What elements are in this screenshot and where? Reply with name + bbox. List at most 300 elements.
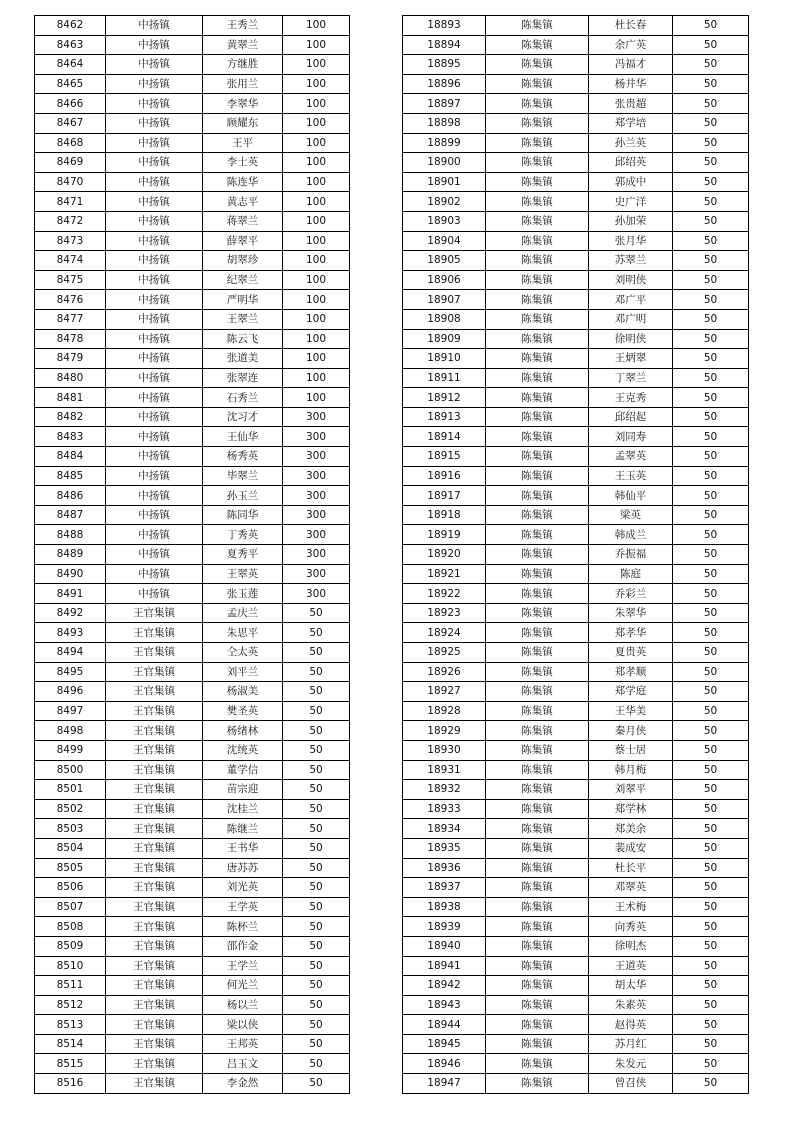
town-cell: 王官集镇 — [106, 643, 203, 663]
number-cell: 18915 — [403, 447, 486, 467]
town-cell: 陈集镇 — [486, 113, 589, 133]
town-cell: 陈集镇 — [486, 16, 589, 36]
town-cell: 王官集镇 — [106, 819, 203, 839]
amount-cell: 50 — [673, 113, 749, 133]
town-cell: 王官集镇 — [106, 1015, 203, 1035]
amount-cell: 50 — [283, 976, 350, 996]
town-cell: 陈集镇 — [486, 486, 589, 506]
number-cell: 18928 — [403, 701, 486, 721]
name-cell: 苏月红 — [589, 1034, 673, 1054]
amount-cell: 50 — [673, 701, 749, 721]
amount-cell: 100 — [283, 153, 350, 173]
amount-cell: 50 — [673, 878, 749, 898]
table-row — [403, 192, 749, 212]
town-cell: 陈集镇 — [486, 564, 589, 584]
table-row — [35, 172, 350, 192]
table-row — [35, 349, 350, 369]
table-row — [403, 427, 749, 447]
town-cell: 陈集镇 — [486, 231, 589, 251]
town-cell: 中扬镇 — [106, 290, 203, 310]
name-cell: 陈庭 — [589, 564, 673, 584]
amount-cell: 100 — [283, 211, 350, 231]
town-cell: 王官集镇 — [106, 858, 203, 878]
amount-cell: 50 — [283, 760, 350, 780]
name-cell: 邓广明 — [589, 309, 673, 329]
table-row — [403, 682, 749, 702]
amount-cell: 100 — [283, 192, 350, 212]
amount-cell: 50 — [673, 956, 749, 976]
amount-cell: 50 — [673, 505, 749, 525]
table-row — [35, 623, 350, 643]
number-cell: 18900 — [403, 153, 486, 173]
table-row — [35, 35, 350, 55]
number-cell: 18942 — [403, 976, 486, 996]
table-row — [35, 897, 350, 917]
number-cell: 8476 — [35, 290, 106, 310]
amount-cell: 100 — [283, 270, 350, 290]
amount-cell: 50 — [673, 486, 749, 506]
table-row — [403, 1074, 749, 1094]
name-cell: 郑美余 — [589, 819, 673, 839]
amount-cell: 50 — [283, 780, 350, 800]
table-row — [35, 878, 350, 898]
table-row — [35, 682, 350, 702]
number-cell: 18896 — [403, 74, 486, 94]
right-table — [402, 15, 749, 1094]
name-cell: 黄志平 — [203, 192, 283, 212]
amount-cell: 50 — [283, 995, 350, 1015]
table-row — [35, 309, 350, 329]
name-cell: 唐苏苏 — [203, 858, 283, 878]
table-row — [35, 740, 350, 760]
amount-cell: 50 — [673, 1034, 749, 1054]
table-row — [35, 427, 350, 447]
table-row — [35, 917, 350, 937]
amount-cell: 50 — [283, 936, 350, 956]
name-cell: 王邦英 — [203, 1034, 283, 1054]
number-cell: 8491 — [35, 584, 106, 604]
name-cell: 王术梅 — [589, 897, 673, 917]
name-cell: 史广洋 — [589, 192, 673, 212]
town-cell: 王官集镇 — [106, 838, 203, 858]
name-cell: 张贵超 — [589, 94, 673, 114]
number-cell: 18912 — [403, 388, 486, 408]
table-row — [403, 936, 749, 956]
amount-cell: 50 — [673, 662, 749, 682]
number-cell: 18909 — [403, 329, 486, 349]
town-cell: 中扬镇 — [106, 349, 203, 369]
table-row — [35, 525, 350, 545]
town-cell: 陈集镇 — [486, 976, 589, 996]
town-cell: 陈集镇 — [486, 525, 589, 545]
table-row — [35, 192, 350, 212]
amount-cell: 50 — [673, 231, 749, 251]
amount-cell: 50 — [673, 721, 749, 741]
table-row — [35, 251, 350, 271]
amount-cell: 50 — [283, 838, 350, 858]
town-cell: 中扬镇 — [106, 211, 203, 231]
number-cell: 18907 — [403, 290, 486, 310]
amount-cell: 50 — [283, 643, 350, 663]
table-row — [35, 976, 350, 996]
name-cell: 秦月侠 — [589, 721, 673, 741]
number-cell: 18905 — [403, 251, 486, 271]
name-cell: 杨淑美 — [203, 682, 283, 702]
name-cell: 石秀兰 — [203, 388, 283, 408]
table-row — [35, 956, 350, 976]
amount-cell: 50 — [283, 1034, 350, 1054]
name-cell: 邓翠英 — [589, 878, 673, 898]
table-row — [403, 838, 749, 858]
name-cell: 王秀兰 — [203, 16, 283, 36]
amount-cell: 50 — [673, 780, 749, 800]
town-cell: 陈集镇 — [486, 917, 589, 937]
number-cell: 18894 — [403, 35, 486, 55]
amount-cell: 50 — [673, 525, 749, 545]
name-cell: 何光兰 — [203, 976, 283, 996]
left-table — [34, 15, 350, 1094]
name-cell: 刘翠平 — [589, 780, 673, 800]
amount-cell: 50 — [673, 309, 749, 329]
amount-cell: 100 — [283, 349, 350, 369]
town-cell: 王官集镇 — [106, 897, 203, 917]
table-row — [35, 838, 350, 858]
town-cell: 陈集镇 — [486, 721, 589, 741]
town-cell: 陈集镇 — [486, 74, 589, 94]
number-cell: 18925 — [403, 643, 486, 663]
table-row — [35, 721, 350, 741]
table-row — [403, 799, 749, 819]
number-cell: 18903 — [403, 211, 486, 231]
town-cell: 陈集镇 — [486, 329, 589, 349]
amount-cell: 50 — [283, 603, 350, 623]
amount-cell: 50 — [673, 35, 749, 55]
number-cell: 18922 — [403, 584, 486, 604]
name-cell: 沈习才 — [203, 407, 283, 427]
amount-cell: 100 — [283, 113, 350, 133]
amount-cell: 50 — [673, 1015, 749, 1035]
table-row — [403, 505, 749, 525]
amount-cell: 100 — [283, 172, 350, 192]
table-row — [403, 564, 749, 584]
number-cell: 8488 — [35, 525, 106, 545]
number-cell: 8494 — [35, 643, 106, 663]
table-row — [403, 995, 749, 1015]
amount-cell: 50 — [283, 819, 350, 839]
town-cell: 中扬镇 — [106, 172, 203, 192]
name-cell: 樊圣英 — [203, 701, 283, 721]
name-cell: 夏贵英 — [589, 643, 673, 663]
table-row — [403, 1054, 749, 1074]
name-cell: 刘明侠 — [589, 270, 673, 290]
number-cell: 18934 — [403, 819, 486, 839]
town-cell: 陈集镇 — [486, 897, 589, 917]
amount-cell: 50 — [673, 211, 749, 231]
name-cell: 邱绍起 — [589, 407, 673, 427]
town-cell: 中扬镇 — [106, 270, 203, 290]
amount-cell: 50 — [673, 407, 749, 427]
table-row — [35, 388, 350, 408]
town-cell: 陈集镇 — [486, 192, 589, 212]
name-cell: 严明华 — [203, 290, 283, 310]
table-row — [403, 153, 749, 173]
town-cell: 陈集镇 — [486, 349, 589, 369]
town-cell: 陈集镇 — [486, 251, 589, 271]
number-cell: 8486 — [35, 486, 106, 506]
number-cell: 18901 — [403, 172, 486, 192]
name-cell: 蒋翠兰 — [203, 211, 283, 231]
town-cell: 陈集镇 — [486, 55, 589, 75]
name-cell: 郭成中 — [589, 172, 673, 192]
name-cell: 陈杯兰 — [203, 917, 283, 937]
table-row — [35, 329, 350, 349]
table-row — [35, 153, 350, 173]
name-cell: 韩成兰 — [589, 525, 673, 545]
name-cell: 苏翠兰 — [589, 251, 673, 271]
number-cell: 18906 — [403, 270, 486, 290]
name-cell: 陈继兰 — [203, 819, 283, 839]
amount-cell: 50 — [673, 74, 749, 94]
name-cell: 黄翠兰 — [203, 35, 283, 55]
name-cell: 刘同寿 — [589, 427, 673, 447]
table-row — [403, 309, 749, 329]
town-cell: 中扬镇 — [106, 35, 203, 55]
number-cell: 18946 — [403, 1054, 486, 1074]
name-cell: 胡翠珍 — [203, 251, 283, 271]
number-cell: 18910 — [403, 349, 486, 369]
table-row — [403, 466, 749, 486]
town-cell: 陈集镇 — [486, 153, 589, 173]
town-cell: 陈集镇 — [486, 270, 589, 290]
amount-cell: 50 — [673, 388, 749, 408]
name-cell: 孙兰英 — [589, 133, 673, 153]
amount-cell: 300 — [283, 486, 350, 506]
amount-cell: 50 — [283, 897, 350, 917]
name-cell: 丁秀英 — [203, 525, 283, 545]
table-row — [403, 94, 749, 114]
name-cell: 孟庆兰 — [203, 603, 283, 623]
town-cell: 中扬镇 — [106, 133, 203, 153]
town-cell: 陈集镇 — [486, 505, 589, 525]
town-cell: 陈集镇 — [486, 819, 589, 839]
table-row — [403, 701, 749, 721]
town-cell: 王官集镇 — [106, 878, 203, 898]
name-cell: 沈桂兰 — [203, 799, 283, 819]
name-cell: 朱思平 — [203, 623, 283, 643]
town-cell: 陈集镇 — [486, 936, 589, 956]
number-cell: 8471 — [35, 192, 106, 212]
amount-cell: 50 — [283, 956, 350, 976]
name-cell: 余广英 — [589, 35, 673, 55]
number-cell: 18913 — [403, 407, 486, 427]
amount-cell: 50 — [673, 1054, 749, 1074]
town-cell: 中扬镇 — [106, 368, 203, 388]
number-cell: 8480 — [35, 368, 106, 388]
name-cell: 孙加荣 — [589, 211, 673, 231]
table-row — [35, 1015, 350, 1035]
name-cell: 吕玉文 — [203, 1054, 283, 1074]
name-cell: 张翠连 — [203, 368, 283, 388]
town-cell: 陈集镇 — [486, 309, 589, 329]
number-cell: 8493 — [35, 623, 106, 643]
table-row — [403, 740, 749, 760]
name-cell: 杜长春 — [589, 16, 673, 36]
number-cell: 18929 — [403, 721, 486, 741]
number-cell: 8503 — [35, 819, 106, 839]
name-cell: 朱翠华 — [589, 603, 673, 623]
amount-cell: 50 — [673, 16, 749, 36]
amount-cell: 50 — [673, 55, 749, 75]
name-cell: 邓广平 — [589, 290, 673, 310]
amount-cell: 50 — [283, 701, 350, 721]
left-table-body — [35, 16, 350, 1094]
amount-cell: 100 — [283, 94, 350, 114]
amount-cell: 50 — [673, 643, 749, 663]
name-cell: 杨秀英 — [203, 447, 283, 467]
number-cell: 18931 — [403, 760, 486, 780]
number-cell: 18914 — [403, 427, 486, 447]
table-row — [35, 466, 350, 486]
table-row — [35, 701, 350, 721]
amount-cell: 50 — [673, 368, 749, 388]
number-cell: 8482 — [35, 407, 106, 427]
name-cell: 赵得英 — [589, 1015, 673, 1035]
amount-cell: 100 — [283, 231, 350, 251]
name-cell: 梁以侠 — [203, 1015, 283, 1035]
number-cell: 8507 — [35, 897, 106, 917]
name-cell: 陈云飞 — [203, 329, 283, 349]
number-cell: 8483 — [35, 427, 106, 447]
name-cell: 杨井华 — [589, 74, 673, 94]
name-cell: 乔振福 — [589, 545, 673, 565]
number-cell: 8512 — [35, 995, 106, 1015]
name-cell: 杨以兰 — [203, 995, 283, 1015]
number-cell: 8466 — [35, 94, 106, 114]
table-row — [35, 662, 350, 682]
amount-cell: 50 — [673, 427, 749, 447]
number-cell: 18933 — [403, 799, 486, 819]
number-cell: 8514 — [35, 1034, 106, 1054]
table-row — [403, 525, 749, 545]
amount-cell: 300 — [283, 525, 350, 545]
table-row — [35, 858, 350, 878]
name-cell: 苗宗迎 — [203, 780, 283, 800]
table-row — [35, 995, 350, 1015]
number-cell: 8502 — [35, 799, 106, 819]
town-cell: 陈集镇 — [486, 584, 589, 604]
name-cell: 陈同华 — [203, 505, 283, 525]
town-cell: 陈集镇 — [486, 1034, 589, 1054]
number-cell: 18945 — [403, 1034, 486, 1054]
table-row — [35, 643, 350, 663]
town-cell: 陈集镇 — [486, 682, 589, 702]
name-cell: 王平 — [203, 133, 283, 153]
town-cell: 陈集镇 — [486, 603, 589, 623]
name-cell: 李翠华 — [203, 94, 283, 114]
name-cell: 郑学庭 — [589, 682, 673, 702]
amount-cell: 50 — [283, 721, 350, 741]
number-cell: 18936 — [403, 858, 486, 878]
amount-cell: 100 — [283, 309, 350, 329]
number-cell: 8496 — [35, 682, 106, 702]
number-cell: 18938 — [403, 897, 486, 917]
name-cell: 朱发元 — [589, 1054, 673, 1074]
table-row — [35, 505, 350, 525]
amount-cell: 100 — [283, 368, 350, 388]
amount-cell: 50 — [673, 172, 749, 192]
name-cell: 徐明侠 — [589, 329, 673, 349]
name-cell: 胡太华 — [589, 976, 673, 996]
town-cell: 陈集镇 — [486, 94, 589, 114]
town-cell: 中扬镇 — [106, 16, 203, 36]
town-cell: 陈集镇 — [486, 701, 589, 721]
amount-cell: 50 — [673, 936, 749, 956]
number-cell: 8509 — [35, 936, 106, 956]
town-cell: 陈集镇 — [486, 133, 589, 153]
name-cell: 仝太英 — [203, 643, 283, 663]
amount-cell: 100 — [283, 74, 350, 94]
town-cell: 陈集镇 — [486, 1015, 589, 1035]
table-row — [403, 133, 749, 153]
town-cell: 陈集镇 — [486, 858, 589, 878]
number-cell: 8516 — [35, 1074, 106, 1094]
number-cell: 8490 — [35, 564, 106, 584]
name-cell: 朱素英 — [589, 995, 673, 1015]
number-cell: 18898 — [403, 113, 486, 133]
table-row — [35, 545, 350, 565]
town-cell: 王官集镇 — [106, 1074, 203, 1094]
number-cell: 8478 — [35, 329, 106, 349]
name-cell: 沈统英 — [203, 740, 283, 760]
table-row — [403, 447, 749, 467]
town-cell: 中扬镇 — [106, 94, 203, 114]
amount-cell: 50 — [673, 545, 749, 565]
town-cell: 中扬镇 — [106, 192, 203, 212]
name-cell: 韩仙平 — [589, 486, 673, 506]
amount-cell: 300 — [283, 466, 350, 486]
table-row — [403, 35, 749, 55]
table-row — [403, 878, 749, 898]
name-cell: 向秀英 — [589, 917, 673, 937]
amount-cell: 300 — [283, 427, 350, 447]
name-cell: 张道美 — [203, 349, 283, 369]
amount-cell: 100 — [283, 388, 350, 408]
town-cell: 王官集镇 — [106, 995, 203, 1015]
town-cell: 中扬镇 — [106, 74, 203, 94]
amount-cell: 300 — [283, 407, 350, 427]
town-cell: 陈集镇 — [486, 368, 589, 388]
number-cell: 18897 — [403, 94, 486, 114]
table-row — [403, 251, 749, 271]
amount-cell: 300 — [283, 545, 350, 565]
number-cell: 18916 — [403, 466, 486, 486]
number-cell: 18918 — [403, 505, 486, 525]
amount-cell: 50 — [283, 799, 350, 819]
number-cell: 18944 — [403, 1015, 486, 1035]
name-cell: 李金然 — [203, 1074, 283, 1094]
table-row — [403, 270, 749, 290]
town-cell: 王官集镇 — [106, 917, 203, 937]
amount-cell: 50 — [673, 290, 749, 310]
table-row — [35, 1074, 350, 1094]
amount-cell: 300 — [283, 447, 350, 467]
table-row — [35, 211, 350, 231]
number-cell: 18939 — [403, 917, 486, 937]
amount-cell: 50 — [283, 1074, 350, 1094]
number-cell: 8511 — [35, 976, 106, 996]
amount-cell: 50 — [283, 858, 350, 878]
amount-cell: 50 — [673, 94, 749, 114]
